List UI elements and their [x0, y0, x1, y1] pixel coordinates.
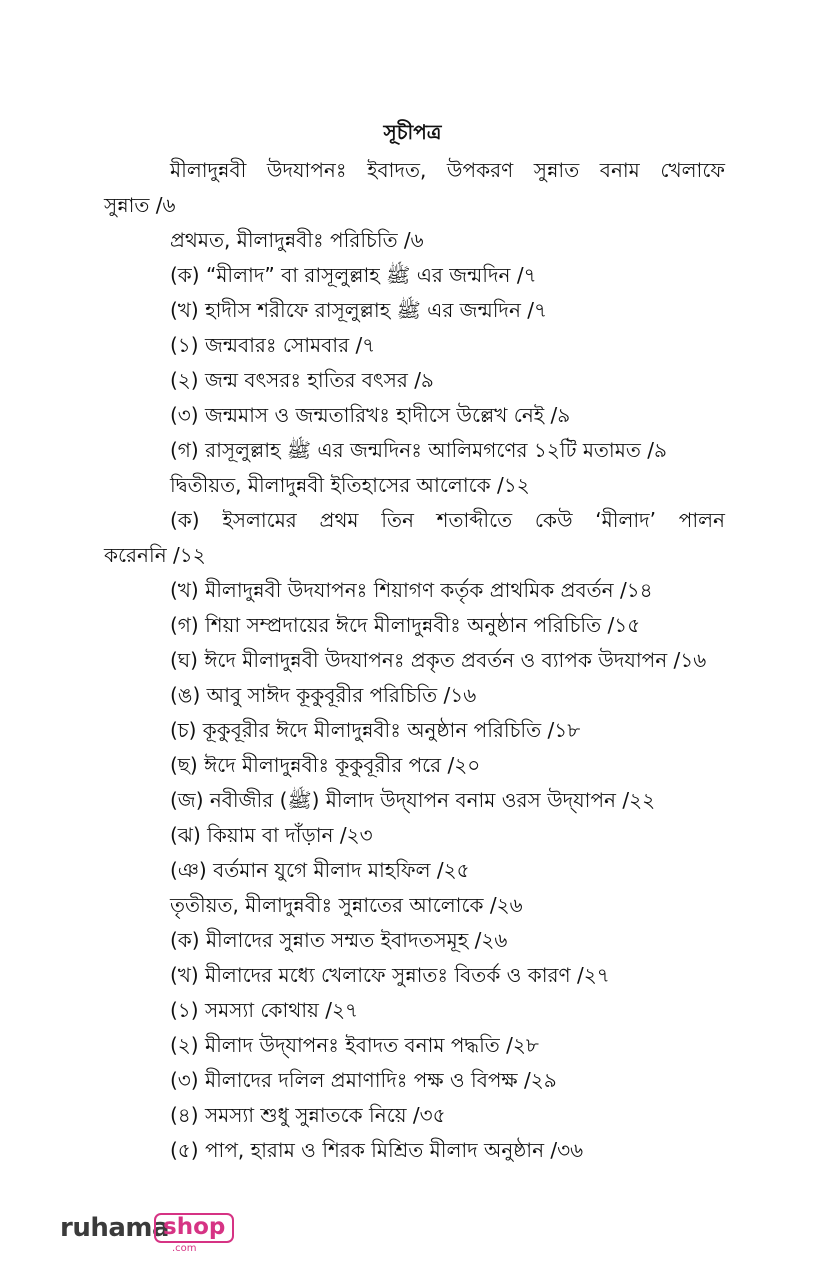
- toc-entry: (২) জন্ম বৎসরঃ হাতির বৎসর /৯: [170, 368, 434, 392]
- toc-entry: (ক) ইসলামের প্রথম তিন শতাব্দীতে কেউ ‘মীলাদ’ পালন: [170, 508, 725, 532]
- toc-entry: (জ) নবীজীর (ﷺ) মীলাদ উদ্‌যাপন বনাম ওরস উদ্‌যাপন /২২: [170, 788, 656, 812]
- logo-ruhama-text: ruhama: [60, 1213, 170, 1243]
- toc-entry: (৩) মীলাদের দলিল প্রমাণাদিঃ পক্ষ ও বিপক্ষ /২৯: [170, 1068, 557, 1092]
- toc-entry: (ছ) ঈদে মীলাদুন্নবীঃ কূকুবূরীর পরে /২০: [170, 753, 481, 777]
- toc-entry: (১) জন্মবারঃ সোমবার /৭: [170, 333, 376, 357]
- toc-entry: (১) সমস্যা কোথায় /২৭: [170, 998, 358, 1022]
- toc-entry: (৪) সমস্যা শুধু সুন্নাতকে নিয়ে /৩৫: [170, 1103, 446, 1127]
- toc-entry: দ্বিতীয়ত, মীলাদুন্নবী ইতিহাসের আলোকে /১২: [170, 473, 530, 497]
- toc-entry: (ক) মীলাদের সুন্নাত সম্মত ইবাদতসমূহ /২৬: [170, 928, 508, 952]
- toc-entry: (ঝ) কিয়াম বা দাঁড়ান /২৩: [170, 823, 373, 847]
- toc-entry: (ঙ) আবু সাঈদ কূকুবূরীর পরিচিতি /১৬: [170, 683, 477, 707]
- toc-entry: (ঞ) বর্তমান যুগে মীলাদ মাহফিল /২৫: [170, 858, 470, 882]
- toc-entry: (খ) মীলাদের মধ্যে খেলাফে সুন্নাতঃ বিতর্ক ও কারণ /২৭: [170, 963, 610, 987]
- toc-entry: (খ) হাদীস শরীফে রাসূলুল্লাহ ﷺ এর জন্মদিন /৭: [170, 298, 547, 322]
- toc-entry: সুন্নাত /৬: [104, 193, 176, 217]
- toc-entry: প্রথমত, মীলাদুন্নবীঃ পরিচিতি /৬: [170, 228, 424, 252]
- toc-entry: (৫) পাপ, হারাম ও শিরক মিশ্রিত মীলাদ অনুষ্ঠান /৩৬: [170, 1138, 584, 1162]
- page-title: সূচীপত্র: [383, 120, 442, 144]
- logo-shop-badge: shop: [154, 1213, 234, 1243]
- toc-entry: মীলাদুন্নবী উদযাপনঃ ইবাদত, উপকরণ সুন্নাত বনাম খেলাফে: [170, 158, 725, 182]
- toc-entry: (৩) জন্মমাস ও জন্মতারিখঃ হাদীসে উল্লেখ নেই /৯: [170, 403, 571, 427]
- toc-entry: (চ) কূকুবূরীর ঈদে মীলাদুন্নবীঃ অনুষ্ঠান পরিচিতি /১৮: [170, 718, 581, 742]
- toc-entry: (খ) মীলাদুন্নবী উদযাপনঃ শিয়াগণ কর্তৃক প্রাথমিক প্রবর্তন /১৪: [170, 578, 653, 602]
- toc-entry: (২) মীলাদ উদ্‌যাপনঃ ইবাদত বনাম পদ্ধতি /২৮: [170, 1033, 539, 1057]
- toc-entry: (ঘ) ঈদে মীলাদুন্নবী উদযাপনঃ প্রকৃত প্রবর্তন ও ব্যাপক উদযাপন /১৬: [170, 648, 707, 672]
- toc-entry: করেননি /১২: [104, 543, 206, 567]
- toc-entry: (ক) “মীলাদ” বা রাসূলুল্লাহ ﷺ এর জন্মদিন /৭: [170, 263, 537, 287]
- toc-entry: (গ) রাসূলুল্লাহ ﷺ এর জন্মদিনঃ আলিমগণের ১২টি মতামত /৯: [170, 438, 667, 462]
- toc-entry: তৃতীয়ত, মীলাদুন্নবীঃ সুন্নাতের আলোকে /২৬: [170, 893, 523, 917]
- toc-entry: (গ) শিয়া সম্প্রদায়ের ঈদে মীলাদুন্নবীঃ অনুষ্ঠান পরিচিতি /১৫: [170, 613, 641, 637]
- logo-domain-text: .com: [172, 1243, 197, 1254]
